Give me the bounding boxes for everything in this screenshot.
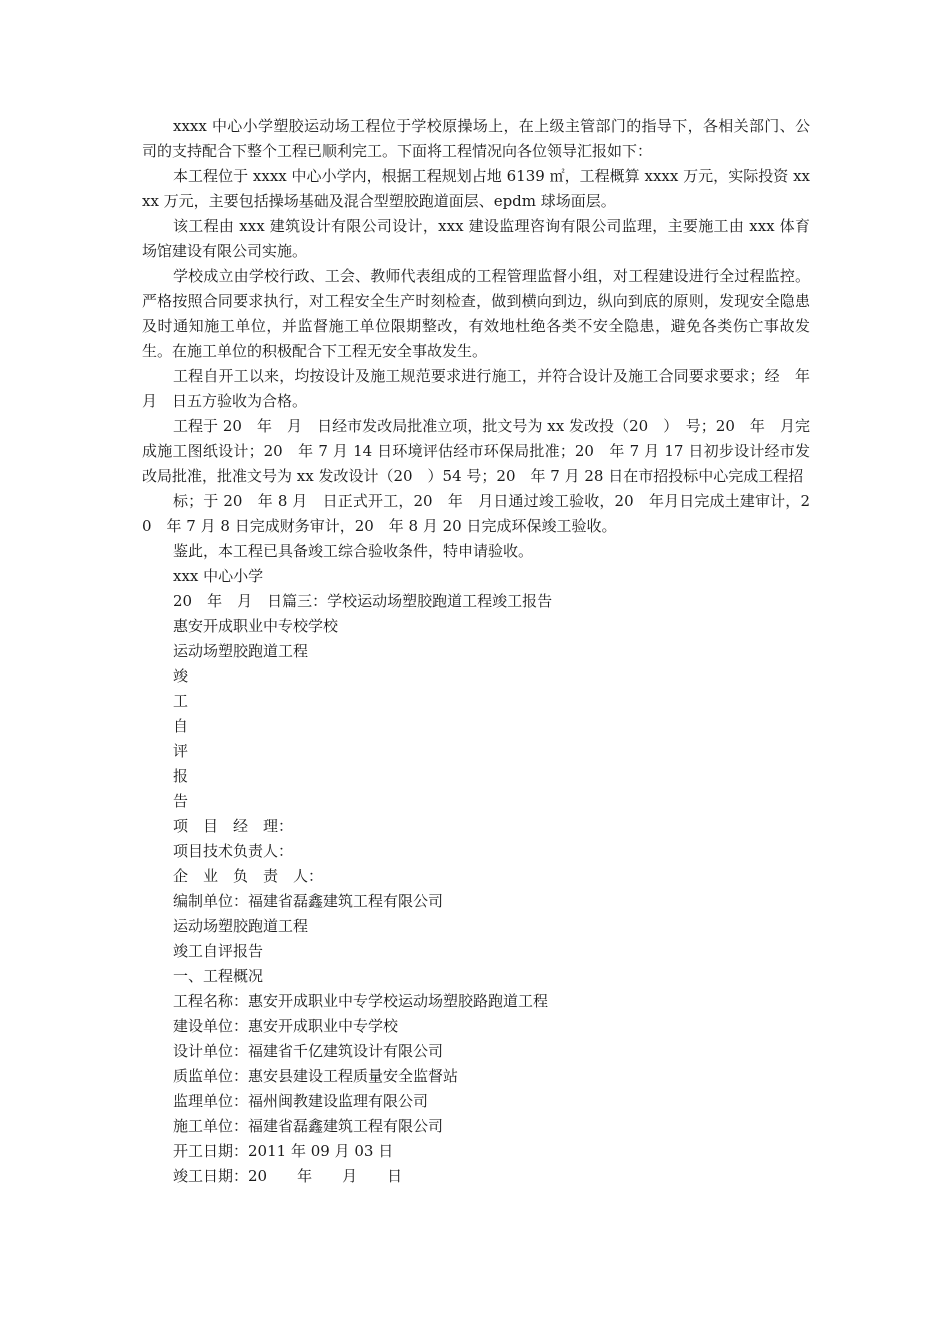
- paragraph-supervision: 学校成立由学校行政、工会、教师代表组成的工程管理监督小组，对工程建设进行全过程监控。严格按照合同要求执行，对工程安全生产时刻检查，做到横向到边，纵向到底的原则，发现安全隐患及时通知施工单位，并监督施工单位限期整改，有效地杜绝各类不安全隐患，避免各类伤亡事故发生。在施工单位的积极配合下工程无安全事故发生。: [142, 267, 810, 360]
- date-and-section-title: 20 年 月 日篇三：学校运动场塑胶跑道工程竣工报告: [173, 592, 553, 610]
- contractor-field: 施工单位：福建省磊鑫建筑工程有限公司: [173, 1117, 444, 1135]
- construction-unit-field: 建设单位：惠安开成职业中专学校: [173, 1017, 399, 1035]
- paragraph-design: 该工程由 xxx 建筑设计有限公司设计，xxx 建设监理咨询有限公司监理，主要施工由 xxx 体育场馆建设有限公司实施。: [142, 217, 810, 260]
- compiling-unit-field: 编制单位：福建省磊鑫建筑工程有限公司: [173, 892, 444, 910]
- paragraph-intro: xxxx 中心小学塑胶运动场工程位于学校原操场上，在上级主管部门的指导下，各相关部门、公司的支持配合下整个工程已顺利完工。下面将工程情况向各位领导汇报如下：: [142, 117, 810, 160]
- paragraph-acceptance: 工程自开工以来，均按设计及施工规范要求进行施工，并符合设计及施工合同要求要求；经 年 月 日五方验收为合格。: [142, 367, 826, 410]
- paragraph-timeline: 工程于 20 年 月 日经市发改局批准立项，批文号为 xx 发改投（20 ） 号；20 年 月完成施工图纸设计；20 年 7 月 14 日环境评估经市环保局批准；20 年 7 月 17 日初步设计经市发改局批准，批准文号为 xx 发改设计（20 ）54 号；20 年 7 月 28 日在市招投标中心完成工程招: [142, 417, 810, 485]
- vertical-title-char: 自: [173, 717, 189, 735]
- project-name: 运动场塑胶跑道工程: [173, 642, 309, 660]
- supervision-unit-field: 监理单位：福州闽教建设监理有限公司: [173, 1092, 429, 1110]
- design-unit-field: 设计单位：福建省千亿建筑设计有限公司: [173, 1042, 444, 1060]
- project-name-field: 工程名称：惠安开成职业中专学校运动场塑胶路跑道工程: [173, 992, 549, 1010]
- vertical-title-char: 告: [173, 792, 189, 810]
- completion-date-field: 竣工日期：20 年 月 日: [173, 1167, 403, 1185]
- paragraph-conclusion: 鉴此，本工程已具备竣工综合验收条件，特申请验收。: [173, 542, 534, 560]
- section-heading: 一、工程概况: [173, 967, 264, 985]
- vertical-title-char: 报: [173, 767, 189, 785]
- vertical-title-char: 竣: [173, 667, 189, 685]
- enterprise-lead-field: 企 业 负 责 人：: [173, 867, 324, 885]
- paragraph-timeline-continued: 标；于 20 年 8 月 日正式开工，20 年 月日通过竣工验收，20 年月日完成土建审计，20 年 7 月 8 日完成财务审计，20 年 8 月 20 日完成环保竣工验收。: [142, 492, 810, 535]
- project-manager-field: 项 目 经 理：: [173, 817, 294, 835]
- vertical-title-char: 评: [173, 742, 189, 760]
- document-body: [142, 114, 826, 1189]
- quality-supervision-field: 质监单位：惠安县建设工程质量安全监督站: [173, 1067, 459, 1085]
- report-title-line-1: 运动场塑胶跑道工程: [173, 917, 309, 935]
- signature-school: xxx 中心小学: [173, 567, 264, 585]
- start-date-field: 开工日期：2011 年 09 月 03 日: [173, 1142, 394, 1160]
- paragraph-location: 本工程位于 xxxx 中心小学内，根据工程规划占地 6139 ㎡，工程概算 xxxx 万元，实际投资 xxxx 万元，主要包括操场基础及混合型塑胶跑道面层、epdm 球场面层。: [142, 167, 810, 210]
- school-name: 惠安开成职业中专校学校: [173, 617, 339, 635]
- technical-lead-field: 项目技术负责人：: [173, 842, 294, 860]
- vertical-title-char: 工: [173, 692, 189, 710]
- report-title-line-2: 竣工自评报告: [173, 942, 264, 960]
